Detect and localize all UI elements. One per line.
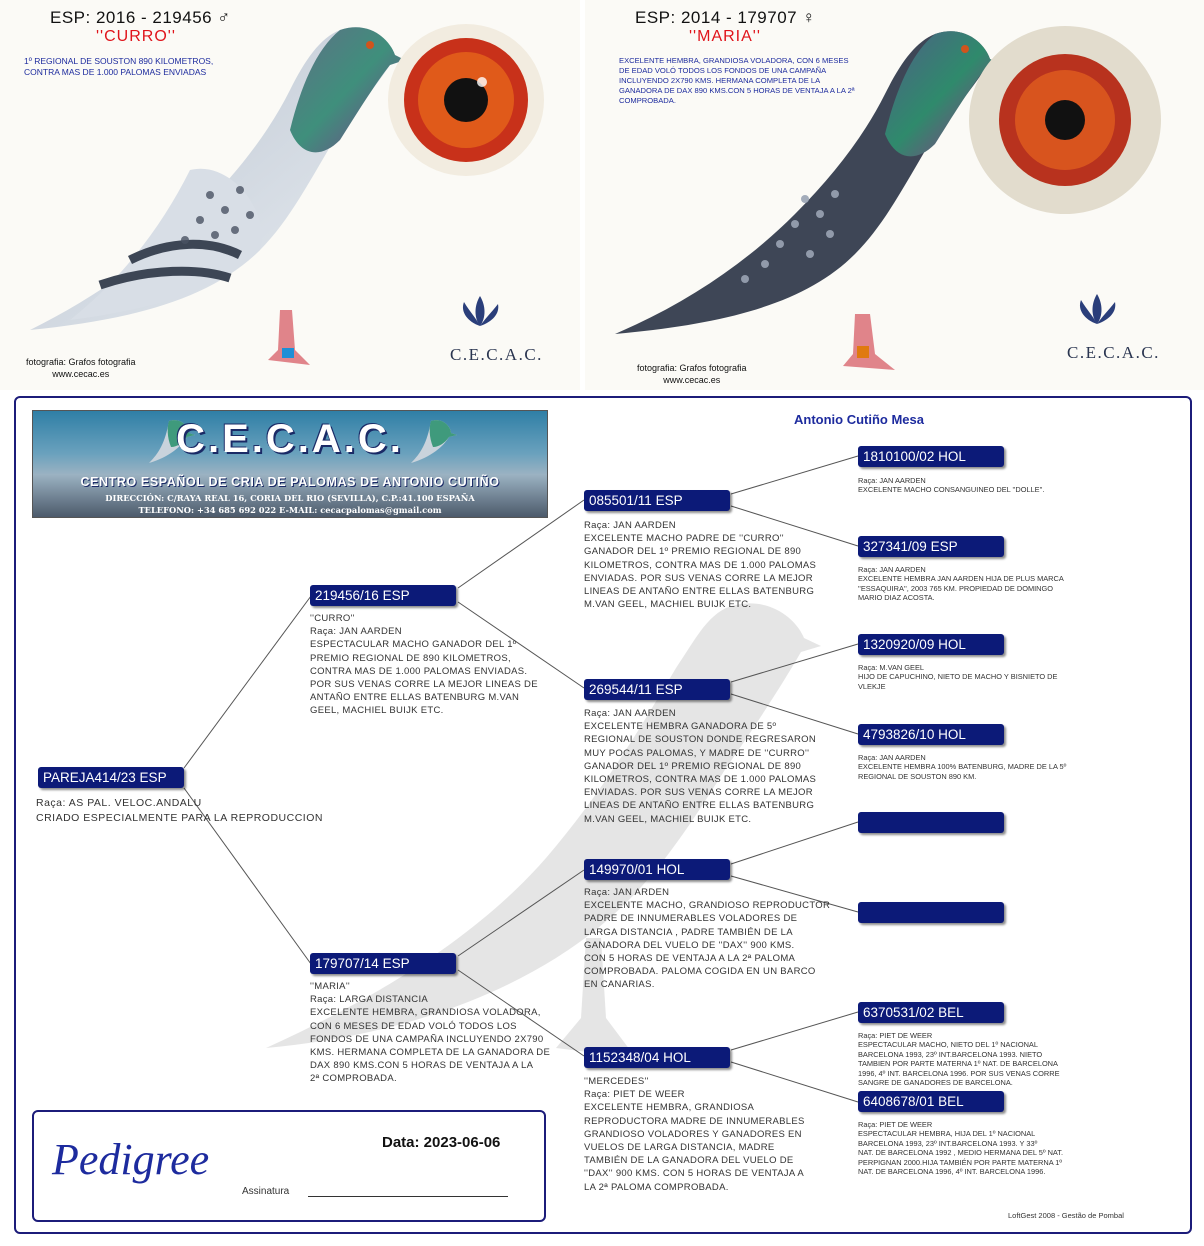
pedigree-node-gen3-3[interactable]: 1320920/09 HOL xyxy=(858,634,1004,655)
info-line: EXCELENTE MACHO, GRANDIOSO REPRODUCTOR xyxy=(584,900,831,912)
pedigree-info-sire xyxy=(310,612,550,718)
info-line: Raça: LARGA DISTANCIA xyxy=(310,994,429,1006)
eye-photo xyxy=(965,22,1165,217)
info-line: FONDOS DE UNA CAMPAÑA INCLUYENDO 2X790 xyxy=(310,1033,544,1045)
info-line: EXCELENTE MACHO PADRE DE ''CURRO'' xyxy=(584,533,784,545)
banner-subtitle: CENTRO ESPAÑOL DE CRIA DE PALOMAS DE ANTONIO CUTIÑO xyxy=(80,475,500,489)
pedigree-node-sire[interactable]: 219456/16 ESP xyxy=(310,585,456,606)
banner-address: DIRECCIÓN: C/RAYA REAL 16, CORIA DEL RIO (SEVILLA), C.P.:41.100 ESPAÑA xyxy=(105,493,475,503)
info-line: KILOMETROS, CONTRA MAS DE 1.000 PALOMAS xyxy=(584,774,817,786)
pedigree-node-gen3-7[interactable]: 6370531/02 BEL xyxy=(858,1002,1004,1023)
info-line: EXCELENTE HEMBRA 100% BATENBURG, MADRE DE LA 5º xyxy=(858,762,1067,772)
pedigree-node-sire-sire[interactable]: 085501/11 ESP xyxy=(584,490,730,511)
pedigree-info-dam-dam xyxy=(584,1075,824,1194)
pedigree-date: Data: 2023-06-06 xyxy=(382,1134,501,1151)
info-line: EXCELENTE HEMBRA GANADORA DE 5º xyxy=(584,721,777,733)
pedigree-info-gen3-4 xyxy=(858,753,1118,781)
info-line: PERPIGNAN 2000.HIJA TAMBIÉN POR PARTE MATERNA 1º xyxy=(858,1157,1063,1167)
pedigree-info-root xyxy=(36,796,356,826)
info-line: Raça: AS PAL. VELOC.ANDALU xyxy=(36,797,202,809)
info-line: LA 2ª PALOMA COMPROBADA. xyxy=(584,1181,729,1193)
info-line: ''MERCEDES'' xyxy=(584,1076,649,1087)
photo-credit-url: www.cecac.es xyxy=(663,375,721,385)
info-line: HIJO DE CAPUCHINO, NIETO DE MACHO Y BISNIETO DE xyxy=(858,672,1058,682)
info-line: Raça: PIET DE WEER xyxy=(858,1120,933,1129)
info-line: EXCELENTE MACHO CONSANGUINEO DEL ''DOLLE''. xyxy=(858,485,1045,495)
cecac-logo-text: C.E.C.A.C. xyxy=(1067,343,1160,362)
info-line: LINEAS DE ANTAÑO ENTRE ELLAS BATENBURG xyxy=(584,800,815,812)
info-line: BARCELONA 1993, 23º INT.BARCELONA 1993. NIETO xyxy=(858,1049,1043,1059)
photo-panel-maria xyxy=(585,0,1204,390)
info-line: EXCELENTE HEMBRA, GRANDIOSA xyxy=(584,1102,755,1114)
cecac-logo xyxy=(1067,290,1160,363)
info-line: M.VAN GEEL, MACHIEL BUIJK ETC. xyxy=(584,599,752,611)
photo-credit-line: fotografia: Grafos fotografia xyxy=(26,357,136,367)
info-line: CONTRA MAS DE 1.000 PALOMAS ENVIADAS. xyxy=(310,665,528,677)
info-line: Raça: JAN AARDEN xyxy=(858,753,926,762)
info-line: Raça: JAN AARDEN xyxy=(858,565,926,574)
pedigree-node-sire-dam[interactable]: 269544/11 ESP xyxy=(584,679,730,700)
info-line: ANTAÑO ENTRE ELLAS BATENBURG M.VAN xyxy=(310,692,520,704)
info-line: 1996, 4º INT. BARCELONA 1996. POR SUS VENAS CORRE xyxy=(858,1068,1060,1078)
breeder-name: Antonio Cutiño Mesa xyxy=(794,412,924,427)
info-line: Raça: JAN AARDEN xyxy=(584,708,676,719)
info-line: TAMBIÉN DE LA GANADORA DEL VUELO DE xyxy=(584,1155,794,1167)
cecac-logo xyxy=(450,292,543,365)
info-line: LINEAS DE ANTAÑO ENTRE ELLAS BATENBURG xyxy=(584,586,815,598)
pedigree-info-gen3-8 xyxy=(858,1120,1123,1176)
info-line: REPRODUCTORA MADRE DE INNUMERABLES xyxy=(584,1115,805,1127)
info-line: DAX 890 KMS.CON 5 HORAS DE VENTAJA A LA xyxy=(310,1060,534,1072)
info-line: NAT. DE BARCELONA 1992 , MEDIO HERMANA DEL 5º NAT. xyxy=(858,1148,1064,1158)
pedigree-node-dam[interactable]: 179707/14 ESP xyxy=(310,953,456,974)
pigeon-photo xyxy=(605,14,1025,384)
photo-title: ESP: 2014 - 179707 ♀ xyxy=(635,8,816,27)
software-credit: LoftGest 2008 - Gestão de Pombal xyxy=(1008,1211,1124,1220)
dove-logo-icon xyxy=(1067,290,1127,338)
info-line: CRIADO ESPECIALMENTE PARA LA REPRODUCCION xyxy=(36,812,323,824)
info-line: Raça: JAN AARDEN xyxy=(584,520,676,531)
info-line: KMS. HERMANA COMPLETA DE LA GANADORA DE xyxy=(310,1047,551,1059)
info-line: 2ª COMPROBADA. xyxy=(310,1073,397,1085)
info-line: KILOMETROS, CONTRA MAS DE 1.000 PALOMAS xyxy=(584,559,817,571)
info-line: ''DAX'' 900 KMS. CON 5 HORAS DE VENTAJA A xyxy=(584,1168,804,1180)
pedigree-info-gen3-2 xyxy=(858,565,1118,603)
photo-description: EXCELENTE HEMBRA, GRANDIOSA VOLADORA, CON 6 MESES DE EDAD VOLÓ TODOS LOS FONDOS DE UNA CAMPAÑA INCLUYENDO 2X790 KMS. HERMANA COMPLETA DE LA GANADORA DE DAX 890 KMS.CON 5 HORAS DE VENTAJA A LA 2ª COMPROBADA. xyxy=(619,56,855,105)
pedigree-info-dam-sire xyxy=(584,886,839,992)
pedigree-info-sire-dam xyxy=(584,707,834,826)
pigeon-photo xyxy=(10,10,430,385)
info-line: Raça: PIET DE WEER xyxy=(584,1089,685,1101)
eye-photo xyxy=(384,20,549,180)
photo-credit xyxy=(26,356,136,380)
photo-credit-url: www.cecac.es xyxy=(52,369,110,379)
pedigree-info-gen3-1 xyxy=(858,476,1108,495)
pedigree-node-gen3-6[interactable] xyxy=(858,902,1004,923)
photo-bird-name: ''MARIA'' xyxy=(689,28,761,45)
info-line: CON 5 HORAS DE VENTAJA A LA 2ª PALOMA xyxy=(584,953,796,965)
pedigree-info-gen3-3 xyxy=(858,663,1118,691)
pedigree-node-gen3-2[interactable]: 327341/09 ESP xyxy=(858,536,1004,557)
pedigree-node-dam-sire[interactable]: 149970/01 HOL xyxy=(584,859,730,880)
info-line: EXCELENTE HEMBRA JAN AARDEN HIJA DE PLUS MARCA xyxy=(858,574,1064,584)
info-line: Raça: JAN ARDEN xyxy=(584,887,670,898)
info-line: M.VAN GEEL, MACHIEL BUIJK ETC. xyxy=(584,813,752,825)
info-line: GANADOR DEL 1º PREMIO REGIONAL DE 890 xyxy=(584,760,802,772)
pedigree-info-gen3-7 xyxy=(858,1031,1123,1087)
info-line: REGIONAL DE SOUSTON DONDE REGRESARON xyxy=(584,734,816,746)
pedigree-node-gen3-4[interactable]: 4793826/10 HOL xyxy=(858,724,1004,745)
info-line: VUELOS DE LARGA DISTANCIA, MADRE xyxy=(584,1142,775,1154)
info-line: ESPECTACULAR MACHO, NIETO DEL 1º NACIONAL xyxy=(858,1040,1038,1050)
photo-panel-curro xyxy=(0,0,580,390)
info-line: NAT. DE BARCELONA 1996, 4º INT. BARCELONA 1996. xyxy=(858,1167,1046,1177)
info-line: ''ESSAQUIRA'', 2003 765 KM. PROPIEDAD DE DOMINGO xyxy=(858,583,1053,593)
info-line: EXCELENTE HEMBRA, GRANDIOSA VOLADORA, xyxy=(310,1007,541,1019)
photo-credit-line: fotografia: Grafos fotografia xyxy=(637,363,747,373)
cecac-logo-text: C.E.C.A.C. xyxy=(450,345,543,364)
info-line: GRANDIOSO VOLADORES Y GANADORES EN xyxy=(584,1128,802,1140)
info-line: Raça: JAN AARDEN xyxy=(310,626,402,638)
banner-title: C.E.C.A.C. xyxy=(176,417,404,461)
pedigree-info-dam xyxy=(310,980,555,1086)
info-line: VLEKJE xyxy=(858,681,886,691)
dove-logo-icon xyxy=(450,292,510,340)
pedigree-footer xyxy=(32,1110,546,1222)
info-line: Raça: M.VAN GEEL xyxy=(858,663,924,672)
photo-title: ESP: 2016 - 219456 ♂ xyxy=(50,8,231,27)
info-line: SANGRE DE GANADORES DE BARCELONA. xyxy=(858,1078,1013,1088)
pedigree-node-gen3-1[interactable]: 1810100/02 HOL xyxy=(858,446,1004,467)
banner-telephone: TELEFONO: +34 685 692 022 E-MAIL: cecacpalomas@gmail.com xyxy=(138,505,442,515)
info-line: POR SUS VENAS CORRE LA MEJOR LINEAS DE xyxy=(310,679,538,691)
info-line: PREMIO REGIONAL DE 890 KILOMETROS, xyxy=(310,652,511,664)
info-line: GANADORA DEL VUELO DE ''DAX'' 900 KMS. xyxy=(584,939,795,951)
info-line: Raça: JAN AARDEN xyxy=(858,476,926,485)
info-line: BARCELONA 1993, 23º INT.BARCELONA 1993. Y 33º xyxy=(858,1138,1038,1148)
signature-line[interactable] xyxy=(308,1196,508,1197)
photo-description: 1º REGIONAL DE SOUSTON 890 KILOMETROS, CONTRA MAS DE 1.000 PALOMAS ENVIADAS xyxy=(24,56,214,77)
info-line: ENVIADAS. POR SUS VENAS CORRE LA MEJOR xyxy=(584,787,813,799)
pedigree-node-root[interactable]: PAREJA414/23 ESP xyxy=(38,767,184,788)
signature-label: Assinatura xyxy=(242,1186,290,1197)
pedigree-node-gen3-8[interactable]: 6408678/01 BEL xyxy=(858,1091,1004,1112)
pedigree-title: Pedigree xyxy=(52,1135,210,1184)
info-line: ESPECTACULAR MACHO GANADOR DEL 1º xyxy=(310,639,517,651)
info-line: ENVIADAS. POR SUS VENAS CORRE LA MEJOR xyxy=(584,572,813,584)
info-line: TAMBIEN POR PARTE MATERNA 1º NAT. DE BARCELONA xyxy=(858,1059,1058,1069)
info-line: ''CURRO'' xyxy=(310,613,355,624)
pedigree-document xyxy=(14,396,1192,1234)
info-line: ''MARIA'' xyxy=(310,981,351,992)
info-line: GANADOR DEL 1º PREMIO REGIONAL DE 890 xyxy=(584,546,802,558)
pedigree-info-sire-sire xyxy=(584,519,834,611)
info-line: ESPECTACULAR HEMBRA, HIJA DEL 1º NACIONAL xyxy=(858,1129,1036,1139)
pedigree-node-gen3-5[interactable] xyxy=(858,812,1004,833)
info-line: REGIONAL DE SOUSTON 890 KM. xyxy=(858,771,977,781)
info-line: MUY POCAS PALOMAS, Y MADRE DE ''CURRO'' xyxy=(584,747,810,759)
photo-bird-name: ''CURRO'' xyxy=(96,28,176,45)
pedigree-node-dam-dam[interactable]: 1152348/04 HOL xyxy=(584,1047,730,1068)
info-line: GEEL, MACHIEL BUIJK ETC. xyxy=(310,705,444,717)
info-line: PADRE DE INNUMERABLES VOLADORES DE xyxy=(584,913,798,925)
info-line: MARIO DIAZ ACOSTA. xyxy=(858,593,935,603)
info-line: Raça: PIET DE WEER xyxy=(858,1031,933,1040)
info-line: COMPROBADA. PALOMA COGIDA EN UN BARCO xyxy=(584,966,816,978)
info-line: LARGA DISTANCIA , PADRE TAMBIÉN DE LA xyxy=(584,926,793,938)
info-line: EN CANARIAS. xyxy=(584,979,655,991)
photo-credit xyxy=(637,362,747,386)
info-line: CON 6 MESES DE EDAD VOLÓ TODOS LOS xyxy=(310,1020,517,1032)
